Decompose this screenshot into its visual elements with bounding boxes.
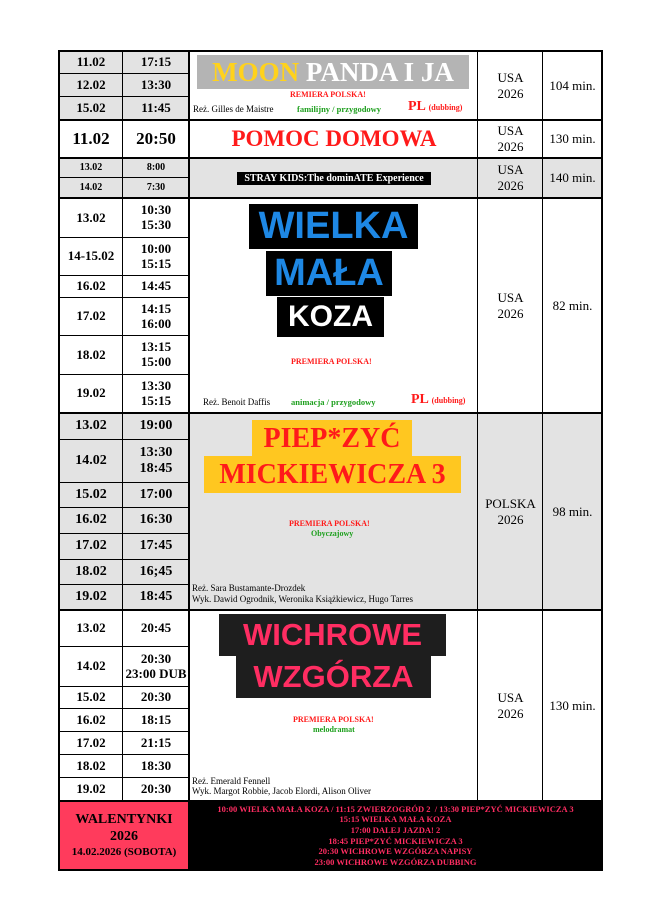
- film-title-line-2: MAŁA: [266, 251, 392, 296]
- time-cell: 16:30: [139, 512, 173, 528]
- year-label: 2026: [497, 511, 524, 527]
- time-cell: [123, 647, 189, 686]
- language-code: PL: [411, 392, 429, 407]
- premiere-label: PREMIERA POLSKA!: [293, 715, 374, 724]
- grid-line: [601, 50, 603, 871]
- language-code: PL: [408, 99, 426, 114]
- duration-label: 82 min.: [552, 297, 593, 313]
- time-line: 13:30: [140, 377, 172, 393]
- film-title-banner: [197, 55, 469, 89]
- duration-label: 98 min.: [552, 503, 593, 519]
- film-title-line-3: KOZA: [277, 297, 384, 337]
- grid-line: [58, 800, 603, 802]
- grid-line: [58, 73, 189, 74]
- country-year: [479, 121, 542, 157]
- date-cell: 14.02: [75, 452, 107, 468]
- time-line: 13:30: [139, 444, 173, 460]
- premiere-label: REMIERA POLSKA!: [290, 90, 366, 99]
- grid-line: [58, 482, 189, 483]
- grid-line: [58, 754, 189, 755]
- director-label: Reż. Benoit Daffis: [203, 397, 271, 407]
- time-cell: [123, 298, 189, 335]
- date-cell: 18.02: [75, 563, 107, 579]
- date-cell: 19.02: [76, 385, 106, 401]
- date-cell: 16.02: [76, 711, 106, 727]
- language-label: [408, 99, 462, 115]
- language-note: (dubbing): [431, 396, 466, 405]
- time-line: 13:15: [140, 339, 172, 355]
- grid-line: [58, 646, 189, 647]
- time-cell: 18:30: [140, 757, 172, 773]
- time-cell: [123, 238, 189, 275]
- film-title-line-1: PIEP*ZYĆ: [252, 420, 412, 457]
- grid-line: [58, 96, 189, 97]
- grid-line: [58, 777, 189, 778]
- genre-label: animacja / przygodowy: [291, 397, 376, 407]
- time-line: 18:45: [139, 461, 173, 476]
- walentynki-schedule-line: 18:45 PIEP*ZYĆ MICKIEWICZA 3: [328, 835, 463, 846]
- date-cell: 17.02: [76, 734, 106, 750]
- grid-line: [58, 559, 189, 560]
- time-line: 14:15: [140, 300, 172, 316]
- date-cell: 14-15.02: [67, 248, 115, 264]
- date-cell: 12.02: [76, 76, 106, 92]
- walentynki-schedule: [189, 801, 602, 870]
- date-cell: 18.02: [76, 757, 106, 773]
- grid-line: [58, 275, 189, 276]
- time-line: 20:30: [140, 650, 172, 666]
- director-label: Reż. Emerald Fennell: [192, 776, 271, 786]
- time-line: 10:30: [140, 202, 172, 218]
- walentynki-year: 2026: [110, 828, 138, 844]
- date-cell: 16.02: [76, 278, 106, 294]
- time-cell: 11:45: [141, 99, 171, 115]
- country-label: USA: [497, 689, 524, 705]
- walentynki-schedule-line: 20:30 WICHROWE WZGÓRZA NAPISY: [318, 846, 473, 857]
- date-cell: 11.02: [76, 54, 106, 70]
- time-cell: 20:30: [140, 780, 172, 796]
- time-line: 16:00: [140, 315, 172, 331]
- time-cell: 17:15: [140, 54, 172, 70]
- time-cell: 18:15: [140, 711, 172, 727]
- grid-line: [58, 708, 189, 709]
- time-cell: 19:00: [139, 418, 173, 434]
- grid-line: [58, 412, 603, 414]
- language-label: [411, 392, 465, 408]
- cast-label: Wyk. Dawid Ogrodnik, Weronika Książkiewicz, Hugo Tarres: [192, 594, 413, 604]
- time-cell: 21:15: [140, 734, 172, 750]
- time-cell: [123, 375, 189, 412]
- grid-line: [188, 50, 190, 871]
- date-cell: 15.02: [76, 99, 106, 115]
- country-year: [479, 199, 542, 412]
- duration-label: 130 min.: [549, 697, 596, 713]
- country-year: [479, 159, 542, 197]
- country-label: POLSKA: [485, 495, 536, 511]
- date-cell: 13.02: [76, 209, 106, 225]
- time-cell: [123, 440, 189, 482]
- walentynki-schedule-line: 15:15 WIELKA MAŁA KOZA: [339, 814, 452, 825]
- grid-line: [58, 731, 189, 732]
- country-label: USA: [497, 162, 524, 178]
- year-label: 2026: [497, 85, 524, 101]
- film-title-part-1: MOON: [212, 56, 300, 87]
- year-label: 2026: [497, 305, 524, 321]
- duration-label: 140 min.: [549, 170, 596, 185]
- time-cell: 14:45: [140, 278, 172, 294]
- walentynki-title: WALENTYNKI: [75, 812, 173, 828]
- grid-line: [477, 50, 478, 801]
- time-cell: 7:30: [146, 181, 166, 193]
- country-year: [479, 611, 542, 800]
- date-cell: 19.02: [75, 588, 107, 604]
- grid-line: [58, 584, 189, 585]
- country-label: USA: [497, 69, 524, 85]
- date-cell: 17.02: [75, 538, 107, 554]
- time-cell: 16;45: [139, 563, 173, 579]
- grid-line: [58, 374, 189, 375]
- walentynki-schedule-line: 10:00 WIELKA MAŁA KOZA / 11:15 ZWIERZOGRÓD 2 / 13:30 PIEP*ZYĆ MICKIEWICZA 3: [217, 803, 574, 814]
- date-cell: 16.02: [75, 512, 107, 528]
- time-cell: [123, 199, 189, 237]
- director-label: Reż. Sara Bustamante-Drozdek: [192, 583, 306, 593]
- walentynki-schedule-line: 23:00 WICHROWE WZGÓRZA DUBBING: [314, 856, 477, 867]
- grid-line: [58, 237, 189, 238]
- duration-label: 130 min.: [549, 131, 596, 146]
- country-label: USA: [497, 123, 524, 139]
- time-line: 15:00: [140, 354, 172, 369]
- date-cell: 14.02: [79, 181, 103, 193]
- film-title-line-1: WIELKA: [249, 204, 418, 249]
- grid-line: [58, 439, 189, 440]
- grid-line: [542, 50, 543, 801]
- premiere-label: PREMIERA POLSKA!: [291, 357, 372, 366]
- country-label: USA: [497, 289, 524, 305]
- date-cell: 13.02: [79, 162, 103, 174]
- grid-line: [58, 157, 603, 159]
- premiere-label: PREMIERA POLSKA!: [289, 519, 370, 528]
- genre-label: Obyczajowy: [311, 529, 354, 538]
- date-cell: 15.02: [76, 689, 106, 705]
- grid-line: [58, 335, 189, 336]
- film-title: POMOC DOMOWA: [231, 125, 437, 151]
- date-cell: 17.02: [76, 308, 106, 324]
- time-line: 23:00 DUB: [125, 665, 187, 681]
- date-cell: 13.02: [76, 620, 106, 636]
- time-line: 15:15: [140, 392, 172, 408]
- film-title: STRAY KIDS:The dominATE Experience: [237, 172, 431, 185]
- cast-label: Wyk. Margot Robbie, Jacob Elordi, Alison Oliver: [192, 786, 372, 796]
- film-title-part-2: PANDA I JA: [299, 56, 454, 87]
- film-title-line-2: WZGÓRZA: [236, 656, 431, 698]
- grid-line: [58, 119, 603, 121]
- country-year: [479, 52, 542, 119]
- year-label: 2026: [497, 139, 524, 154]
- date-cell: 18.02: [76, 346, 106, 362]
- walentynki-schedule-line: 17:00 DALEJ JAZDA! 2: [350, 824, 441, 835]
- date-cell: 19.02: [76, 780, 106, 796]
- grid-line: [58, 297, 189, 298]
- walentynki-label-box: [59, 801, 189, 870]
- date-cell: 14.02: [76, 658, 106, 674]
- grid-line: [58, 50, 603, 52]
- time-cell: 8:00: [146, 162, 166, 174]
- date-cell: 13.02: [75, 418, 107, 434]
- film-title-line-1: WICHROWE: [219, 614, 446, 656]
- time-cell: 17:00: [139, 486, 173, 502]
- time-cell: 20:30: [140, 689, 172, 705]
- time-cell: 20:45: [140, 620, 172, 636]
- genre-label: melodramat: [313, 725, 355, 734]
- duration-label: 104 min.: [549, 77, 596, 93]
- grid-line: [58, 197, 603, 199]
- time-line: 15:30: [140, 217, 172, 232]
- time-line: 10:00: [140, 240, 172, 256]
- time-cell: 18:45: [139, 588, 173, 604]
- country-year: [479, 414, 542, 609]
- year-label: 2026: [497, 705, 524, 721]
- time-cell: [123, 336, 189, 374]
- grid-line: [58, 533, 189, 534]
- time-cell: 17:45: [139, 538, 173, 554]
- language-note: (dubbing): [428, 103, 463, 112]
- grid-line: [122, 50, 123, 801]
- grid-line: [58, 507, 189, 508]
- time-cell: 13:30: [140, 76, 172, 92]
- date-cell: 11.02: [72, 129, 110, 149]
- grid-line: [58, 177, 189, 178]
- grid-line: [58, 686, 189, 687]
- film-title-line-2: MICKIEWICZA 3: [204, 456, 461, 493]
- time-line: 15:15: [140, 255, 172, 271]
- grid-line: [58, 609, 603, 611]
- time-cell: 20:50: [136, 129, 176, 149]
- grid-line: [58, 50, 60, 871]
- genre-label: familijny / przygodowy: [297, 104, 382, 114]
- grid-line: [58, 869, 603, 871]
- director-label: Reż. Gilles de Maistre: [193, 104, 274, 114]
- year-label: 2026: [497, 178, 524, 193]
- walentynki-date: 14.02.2026 (SOBOTA): [71, 845, 177, 858]
- date-cell: 15.02: [75, 486, 107, 502]
